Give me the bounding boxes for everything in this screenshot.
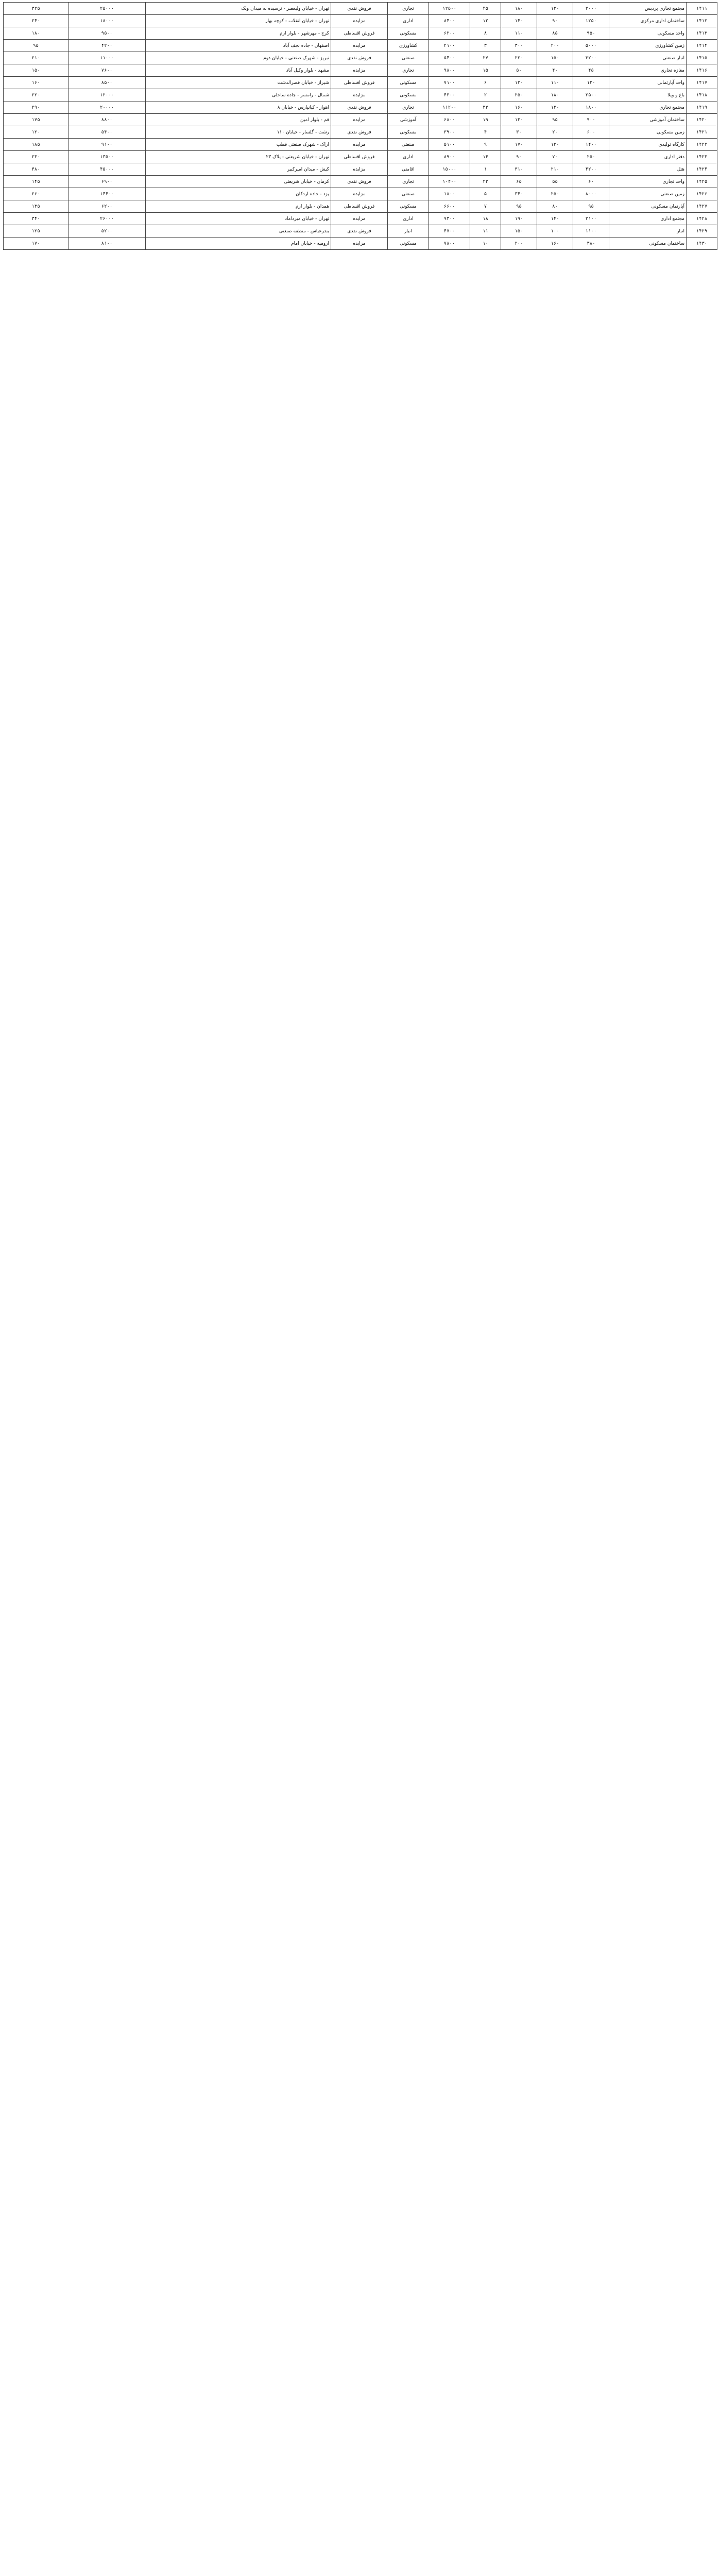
cell-n1: ۲۰۰۰ xyxy=(573,3,609,15)
cell-n3: ۲۵۰ xyxy=(501,89,537,101)
cell-n2: ۴۰ xyxy=(537,64,573,77)
cell-n3: ۱۱۰ xyxy=(501,27,537,40)
cell-n2: ۲۵۰ xyxy=(537,188,573,200)
cell-n3: ۲۲۰ xyxy=(501,52,537,64)
cell-n4: ۱۹ xyxy=(470,114,501,126)
cell-v2: ۲۶۰ xyxy=(4,188,68,200)
cell-n5: ۶۲۰۰ xyxy=(429,27,470,40)
document-sheet xyxy=(3,2,717,2574)
cell-name: ساختمان آموزشی xyxy=(609,114,687,126)
cell-type: مزایده xyxy=(331,188,388,200)
cell-v2: ۱۷۵ xyxy=(4,114,68,126)
cell-type: مزایده xyxy=(331,89,388,101)
cell-use: صنعتی xyxy=(388,52,429,64)
cell-use: آموزشی xyxy=(388,114,429,126)
cell-id: ۱۴۲۳ xyxy=(687,151,717,163)
cell-name: مجتمع اداری xyxy=(609,213,687,225)
property-table xyxy=(3,2,717,250)
cell-addr: تهران - خیابان میرداماد xyxy=(146,213,331,225)
cell-n2: ۱۴۰ xyxy=(537,213,573,225)
cell-addr: ارومیه - خیابان امام xyxy=(146,238,331,250)
cell-v1: ۱۴۴۰۰ xyxy=(68,188,146,200)
cell-n3: ۵۰ xyxy=(501,64,537,77)
cell-addr: کرج - مهرشهر - بلوار ارم xyxy=(146,27,331,40)
cell-id: ۱۴۱۲ xyxy=(687,15,717,27)
table-row xyxy=(4,101,717,114)
cell-n2: ۱۶۰ xyxy=(537,238,573,250)
cell-n4: ۱ xyxy=(470,163,501,176)
cell-n2: ۲۰۰ xyxy=(537,40,573,52)
cell-id: ۱۴۲۰ xyxy=(687,114,717,126)
cell-v2: ۲۲۰ xyxy=(4,89,68,101)
cell-type: فروش نقدی xyxy=(331,101,388,114)
cell-n3: ۳۴۰ xyxy=(501,188,537,200)
cell-addr: بندرعباس - منطقه صنعتی xyxy=(146,225,331,238)
cell-n2: ۲۱۰ xyxy=(537,163,573,176)
cell-n4: ۹ xyxy=(470,139,501,151)
table-row xyxy=(4,40,717,52)
cell-n4: ۱۱ xyxy=(470,225,501,238)
cell-v1: ۹۱۰۰ xyxy=(68,139,146,151)
cell-n1: ۸۰۰۰ xyxy=(573,188,609,200)
cell-name: ساختمان اداری مرکزی xyxy=(609,15,687,27)
cell-id: ۱۴۳۰ xyxy=(687,238,717,250)
cell-n1: ۱۲۰ xyxy=(573,77,609,89)
cell-id: ۱۴۱۵ xyxy=(687,52,717,64)
cell-addr: کرمان - خیابان شریعتی xyxy=(146,176,331,188)
cell-n2: ۱۲۰ xyxy=(537,101,573,114)
cell-v2: ۲۳۰ xyxy=(4,151,68,163)
cell-type: مزایده xyxy=(331,40,388,52)
cell-n5: ۶۶۰۰ xyxy=(429,200,470,213)
cell-type: فروش نقدی xyxy=(331,126,388,139)
cell-n4: ۴ xyxy=(470,126,501,139)
cell-n1: ۳۲۰۰ xyxy=(573,52,609,64)
table-row xyxy=(4,176,717,188)
cell-id: ۱۴۱۳ xyxy=(687,27,717,40)
cell-n2: ۵۵ xyxy=(537,176,573,188)
cell-n5: ۹۸۰۰ xyxy=(429,64,470,77)
cell-name: زمین مسکونی xyxy=(609,126,687,139)
cell-n5: ۱۲۵۰۰ xyxy=(429,3,470,15)
cell-n5: ۵۴۰۰ xyxy=(429,52,470,64)
cell-use: مسکونی xyxy=(388,200,429,213)
cell-id: ۱۴۲۸ xyxy=(687,213,717,225)
cell-n2: ۱۸۰ xyxy=(537,89,573,101)
cell-addr: اهواز - کیانپارس - خیابان ۸ xyxy=(146,101,331,114)
cell-name: مغازه تجاری xyxy=(609,64,687,77)
table-row xyxy=(4,238,717,250)
cell-use: صنعتی xyxy=(388,139,429,151)
cell-n5: ۸۹۰۰ xyxy=(429,151,470,163)
cell-n2: ۹۵ xyxy=(537,114,573,126)
cell-v1: ۸۸۰۰ xyxy=(68,114,146,126)
cell-n5: ۷۱۰۰ xyxy=(429,77,470,89)
cell-use: اقامتی xyxy=(388,163,429,176)
cell-id: ۱۴۲۹ xyxy=(687,225,717,238)
cell-name: مجتمع تجاری پردیس xyxy=(609,3,687,15)
cell-type: مزایده xyxy=(331,139,388,151)
cell-addr: شمال - رامسر - جاده ساحلی xyxy=(146,89,331,101)
cell-n4: ۶ xyxy=(470,77,501,89)
cell-v1: ۷۶۰۰ xyxy=(68,64,146,77)
cell-use: مسکونی xyxy=(388,238,429,250)
cell-v2: ۱۶۰ xyxy=(4,77,68,89)
cell-type: فروش اقساطی xyxy=(331,151,388,163)
table-row xyxy=(4,225,717,238)
cell-id: ۱۴۱۸ xyxy=(687,89,717,101)
cell-n2: ۱۰۰ xyxy=(537,225,573,238)
cell-n4: ۸ xyxy=(470,27,501,40)
cell-n3: ۱۸۰ xyxy=(501,3,537,15)
cell-type: فروش نقدی xyxy=(331,225,388,238)
cell-n1: ۵۰۰۰ xyxy=(573,40,609,52)
cell-use: مسکونی xyxy=(388,126,429,139)
cell-name: انبار xyxy=(609,225,687,238)
cell-use: مسکونی xyxy=(388,89,429,101)
cell-n3: ۱۲۰ xyxy=(501,77,537,89)
table-row xyxy=(4,213,717,225)
cell-n4: ۲۲ xyxy=(470,176,501,188)
cell-v2: ۱۸۵ xyxy=(4,139,68,151)
table-body xyxy=(4,3,717,250)
cell-v2: ۹۵ xyxy=(4,40,68,52)
cell-n3: ۳۰ xyxy=(501,126,537,139)
cell-n2: ۱۵۰ xyxy=(537,52,573,64)
cell-addr: یزد - جاده اردکان xyxy=(146,188,331,200)
cell-n5: ۱۱۲۰۰ xyxy=(429,101,470,114)
cell-type: مزایده xyxy=(331,163,388,176)
cell-n2: ۱۱۰ xyxy=(537,77,573,89)
cell-n3: ۱۴۰ xyxy=(501,15,537,27)
cell-n2: ۸۰ xyxy=(537,200,573,213)
cell-n3: ۳۱۰ xyxy=(501,163,537,176)
table-row xyxy=(4,77,717,89)
cell-n1: ۴۲۰۰ xyxy=(573,163,609,176)
cell-n5: ۳۹۰۰ xyxy=(429,126,470,139)
cell-n4: ۷ xyxy=(470,200,501,213)
cell-v1: ۶۲۰۰ xyxy=(68,200,146,213)
cell-v2: ۲۴۰ xyxy=(4,15,68,27)
cell-addr: همدان - بلوار ارم xyxy=(146,200,331,213)
cell-id: ۱۴۲۴ xyxy=(687,163,717,176)
cell-addr: شیراز - خیابان قصرالدشت xyxy=(146,77,331,89)
cell-n1: ۹۰۰ xyxy=(573,114,609,126)
cell-type: فروش اقساطی xyxy=(331,27,388,40)
cell-name: واحد مسکونی xyxy=(609,27,687,40)
cell-v2: ۳۲۵ xyxy=(4,3,68,15)
cell-v1: ۴۲۰۰ xyxy=(68,40,146,52)
cell-v1: ۲۰۰۰۰ xyxy=(68,101,146,114)
table-row xyxy=(4,163,717,176)
cell-v1: ۱۸۰۰۰ xyxy=(68,15,146,27)
cell-use: اداری xyxy=(388,15,429,27)
cell-id: ۱۴۲۱ xyxy=(687,126,717,139)
cell-v1: ۲۶۰۰۰ xyxy=(68,213,146,225)
cell-n3: ۱۵۰ xyxy=(501,225,537,238)
cell-n3: ۳۰۰ xyxy=(501,40,537,52)
cell-n3: ۶۵ xyxy=(501,176,537,188)
cell-name: دفتر اداری xyxy=(609,151,687,163)
table-row xyxy=(4,200,717,213)
cell-n4: ۳ xyxy=(470,40,501,52)
cell-addr: کیش - میدان امیرکبیر xyxy=(146,163,331,176)
cell-n1: ۹۵ xyxy=(573,200,609,213)
cell-id: ۱۴۱۹ xyxy=(687,101,717,114)
cell-n2: ۹۰ xyxy=(537,15,573,27)
cell-n3: ۱۷۰ xyxy=(501,139,537,151)
cell-addr: تبریز - شهرک صنعتی - خیابان دوم xyxy=(146,52,331,64)
cell-n4: ۳۳ xyxy=(470,101,501,114)
cell-v2: ۱۳۵ xyxy=(4,200,68,213)
cell-n3: ۱۶۰ xyxy=(501,101,537,114)
cell-n3: ۱۹۰ xyxy=(501,213,537,225)
cell-n3: ۹۰ xyxy=(501,151,537,163)
table-row xyxy=(4,64,717,77)
cell-v2: ۱۸۰ xyxy=(4,27,68,40)
cell-name: آپارتمان مسکونی xyxy=(609,200,687,213)
cell-addr: اصفهان - جاده نجف آباد xyxy=(146,40,331,52)
cell-name: واحد آپارتمانی xyxy=(609,77,687,89)
cell-n4: ۱۵ xyxy=(470,64,501,77)
cell-v2: ۱۲۵ xyxy=(4,225,68,238)
cell-n1: ۱۲۵۰ xyxy=(573,15,609,27)
cell-use: صنعتی xyxy=(388,188,429,200)
cell-use: انبار xyxy=(388,225,429,238)
cell-type: فروش اقساطی xyxy=(331,77,388,89)
cell-type: مزایده xyxy=(331,238,388,250)
cell-id: ۱۴۲۲ xyxy=(687,139,717,151)
cell-addr: مشهد - بلوار وکیل آباد xyxy=(146,64,331,77)
cell-v2: ۲۱۰ xyxy=(4,52,68,64)
cell-v1: ۸۱۰۰ xyxy=(68,238,146,250)
table-row xyxy=(4,114,717,126)
cell-use: تجاری xyxy=(388,64,429,77)
cell-id: ۱۴۱۱ xyxy=(687,3,717,15)
cell-use: تجاری xyxy=(388,101,429,114)
cell-type: مزایده xyxy=(331,15,388,27)
cell-type: فروش نقدی xyxy=(331,176,388,188)
cell-n5: ۹۳۰۰ xyxy=(429,213,470,225)
cell-n2: ۱۳۰ xyxy=(537,139,573,151)
table-row xyxy=(4,27,717,40)
cell-v2: ۴۸۰ xyxy=(4,163,68,176)
cell-v1: ۱۲۰۰۰ xyxy=(68,89,146,101)
cell-n5: ۱۸۰۰ xyxy=(429,188,470,200)
table-row xyxy=(4,188,717,200)
cell-name: زمین کشاورزی xyxy=(609,40,687,52)
cell-name: کارگاه تولیدی xyxy=(609,139,687,151)
cell-n1: ۱۸۰۰ xyxy=(573,101,609,114)
table-row xyxy=(4,89,717,101)
table-row xyxy=(4,139,717,151)
cell-type: مزایده xyxy=(331,213,388,225)
cell-n5: ۴۳۰۰ xyxy=(429,89,470,101)
table-row xyxy=(4,52,717,64)
cell-type: فروش نقدی xyxy=(331,52,388,64)
cell-v2: ۱۲۰ xyxy=(4,126,68,139)
cell-id: ۱۴۱۶ xyxy=(687,64,717,77)
cell-n1: ۱۱۰۰ xyxy=(573,225,609,238)
cell-n4: ۱۲ xyxy=(470,15,501,27)
cell-v2: ۱۵۰ xyxy=(4,64,68,77)
cell-name: زمین صنعتی xyxy=(609,188,687,200)
cell-n4: ۱۴ xyxy=(470,151,501,163)
cell-n5: ۶۸۰۰ xyxy=(429,114,470,126)
cell-n2: ۷۰ xyxy=(537,151,573,163)
cell-n5: ۷۸۰۰ xyxy=(429,238,470,250)
cell-use: اداری xyxy=(388,213,429,225)
cell-name: هتل xyxy=(609,163,687,176)
cell-v2: ۲۹۰ xyxy=(4,101,68,114)
cell-use: تجاری xyxy=(388,3,429,15)
cell-type: فروش نقدی xyxy=(331,3,388,15)
cell-n4: ۵ xyxy=(470,188,501,200)
cell-n2: ۲۰ xyxy=(537,126,573,139)
cell-n4: ۴۵ xyxy=(470,3,501,15)
cell-name: انبار صنعتی xyxy=(609,52,687,64)
cell-name: واحد تجاری xyxy=(609,176,687,188)
cell-n1: ۲۱۰۰ xyxy=(573,213,609,225)
cell-addr: تهران - خیابان انقلاب - کوچه بهار xyxy=(146,15,331,27)
cell-n1: ۶۰ xyxy=(573,176,609,188)
cell-type: مزایده xyxy=(331,64,388,77)
cell-n5: ۱۵۰۰۰ xyxy=(429,163,470,176)
cell-n1: ۲۵۰ xyxy=(573,151,609,163)
cell-n4: ۱۸ xyxy=(470,213,501,225)
cell-v1: ۲۵۰۰۰ xyxy=(68,3,146,15)
cell-n3: ۱۳۰ xyxy=(501,114,537,126)
cell-use: اداری xyxy=(388,151,429,163)
cell-addr: اراک - شهرک صنعتی قطب xyxy=(146,139,331,151)
table-row xyxy=(4,15,717,27)
cell-id: ۱۴۲۶ xyxy=(687,188,717,200)
cell-addr: قم - بلوار امین xyxy=(146,114,331,126)
cell-n1: ۳۸۰ xyxy=(573,238,609,250)
cell-v1: ۱۳۵۰۰ xyxy=(68,151,146,163)
cell-n4: ۲۷ xyxy=(470,52,501,64)
cell-n5: ۸۴۰۰ xyxy=(429,15,470,27)
cell-n5: ۴۷۰۰ xyxy=(429,225,470,238)
cell-use: مسکونی xyxy=(388,77,429,89)
cell-type: مزایده xyxy=(331,114,388,126)
cell-v1: ۵۲۰۰ xyxy=(68,225,146,238)
cell-addr: تهران - خیابان ولیعصر - نرسیده به میدان ونک xyxy=(146,3,331,15)
cell-use: تجاری xyxy=(388,176,429,188)
cell-v1: ۸۵۰۰ xyxy=(68,77,146,89)
cell-n4: ۱۰ xyxy=(470,238,501,250)
cell-n3: ۹۵ xyxy=(501,200,537,213)
cell-name: مجتمع تجاری xyxy=(609,101,687,114)
cell-n5: ۲۱۰۰ xyxy=(429,40,470,52)
cell-n1: ۶۰۰ xyxy=(573,126,609,139)
cell-v1: ۵۴۰۰ xyxy=(68,126,146,139)
cell-v1: ۴۵۰۰۰ xyxy=(68,163,146,176)
cell-name: باغ و ویلا xyxy=(609,89,687,101)
cell-v1: ۹۵۰۰ xyxy=(68,27,146,40)
cell-n5: ۵۱۰۰ xyxy=(429,139,470,151)
cell-n1: ۱۴۰۰ xyxy=(573,139,609,151)
cell-v1: ۱۱۰۰۰ xyxy=(68,52,146,64)
cell-addr: تهران - خیابان شریعتی - پلاک ۲۳ xyxy=(146,151,331,163)
cell-n4: ۲ xyxy=(470,89,501,101)
cell-v2: ۱۷۰ xyxy=(4,238,68,250)
cell-n1: ۹۵۰ xyxy=(573,27,609,40)
cell-addr: رشت - گلسار - خیابان ۱۱۰ xyxy=(146,126,331,139)
cell-n3: ۲۰۰ xyxy=(501,238,537,250)
cell-use: کشاورزی xyxy=(388,40,429,52)
cell-v2: ۱۴۵ xyxy=(4,176,68,188)
table-row xyxy=(4,3,717,15)
cell-n5: ۱۰۴۰۰ xyxy=(429,176,470,188)
cell-n1: ۲۵۰۰ xyxy=(573,89,609,101)
cell-n1: ۴۵ xyxy=(573,64,609,77)
cell-n2: ۸۵ xyxy=(537,27,573,40)
cell-n2: ۱۲۰ xyxy=(537,3,573,15)
cell-name: ساختمان مسکونی xyxy=(609,238,687,250)
cell-type: فروش اقساطی xyxy=(331,200,388,213)
table-row xyxy=(4,126,717,139)
cell-id: ۱۴۲۵ xyxy=(687,176,717,188)
cell-v1: ۶۹۰۰ xyxy=(68,176,146,188)
cell-id: ۱۴۲۷ xyxy=(687,200,717,213)
table-row xyxy=(4,151,717,163)
cell-id: ۱۴۱۷ xyxy=(687,77,717,89)
cell-id: ۱۴۱۴ xyxy=(687,40,717,52)
cell-v2: ۳۴۰ xyxy=(4,213,68,225)
cell-use: مسکونی xyxy=(388,27,429,40)
